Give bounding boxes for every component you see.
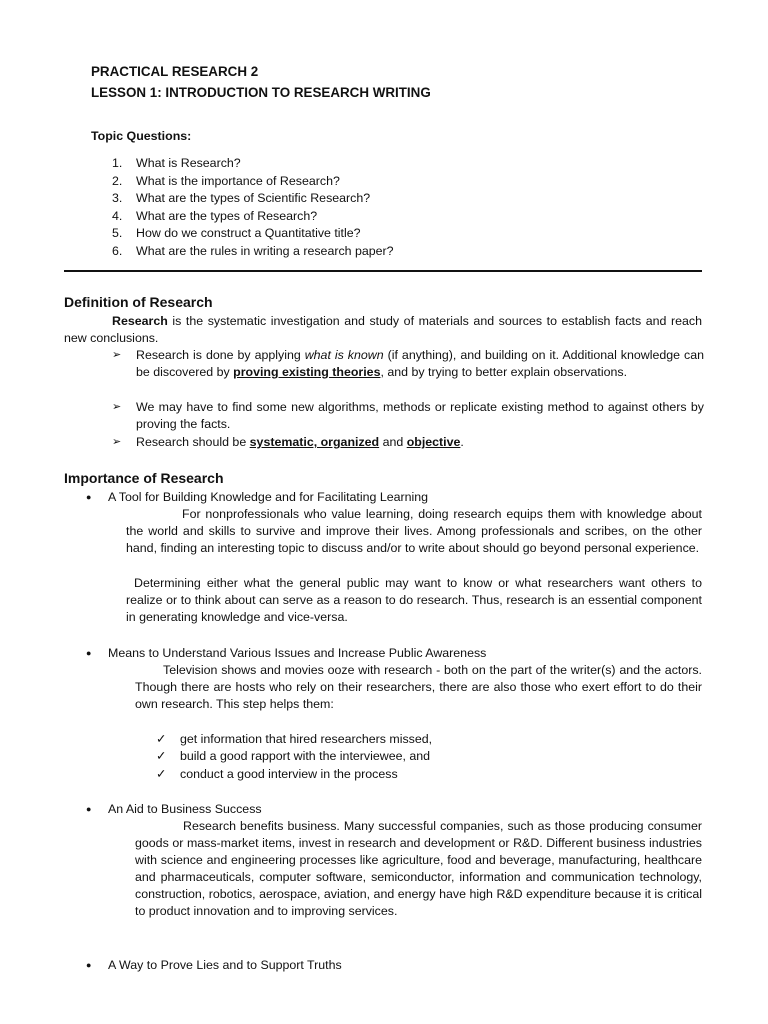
definition-point-2: ➢ We may have to find some new algorithms, methods or replicate existing method to against others by proving the facts.: [112, 400, 704, 431]
arrow-bullet-icon: ➢: [112, 401, 122, 413]
check-icon: ✓: [156, 749, 167, 763]
check-item: ✓ build a good rapport with the interviewee, and: [156, 749, 431, 763]
importance-1-paragraph-1: For nonprofessionals who value learning, doing research equips them with knowledge about the world and skills to survive and improve their lives. Among professionals and scribes, on the other hand, finding an interesting topic to discuss and/or to write about should go beyond personal experience.: [126, 507, 702, 555]
list-item: 2. What is the importance of Research?: [112, 173, 340, 188]
topic-questions-list: [112, 155, 394, 260]
list-item: 1. What is Research?: [112, 156, 241, 170]
check-item: ✓ conduct a good interview in the process: [156, 767, 398, 781]
bullet-icon: ●: [86, 804, 92, 814]
importance-1-paragraph-2: Determining either what the general public may want to know or what researchers want others to realize or to think about can serve as a reason to do research. Thus, research is an essential component in generating knowledge and vice-versa.: [126, 576, 702, 624]
list-item: 5. How do we construct a Quantitative title?: [112, 226, 361, 240]
course-title: PRACTICAL RESEARCH 2: [91, 64, 259, 79]
bullet-icon: ●: [86, 960, 92, 970]
horizontal-divider: [64, 270, 702, 272]
arrow-bullet-icon: ➢: [112, 436, 122, 448]
definition-paragraph: Research is the systematic investigation and study of materials and sources to establish facts and reach new conclusions.: [64, 314, 702, 345]
bullet-icon: ●: [86, 492, 92, 502]
arrow-bullet-icon: ➢: [112, 349, 122, 361]
lesson-title: LESSON 1: INTRODUCTION TO RESEARCH WRITING: [91, 85, 431, 100]
list-item: 6. What are the rules in writing a research paper?: [112, 243, 394, 258]
definition-point-3: ➢ Research should be systematic, organized and objective.: [112, 435, 464, 449]
list-item: 4. What are the types of Research?: [112, 208, 318, 223]
importance-2-paragraph-1: Television shows and movies ooze with research - both on the part of the writer(s) and the actors. Though there are hosts who rely on their researchers, there are also those who exert effort to do their own research. This step helps them:: [135, 663, 702, 711]
check-icon: ✓: [156, 767, 167, 781]
list-item: 3. What are the types of Scientific Research?: [112, 191, 371, 205]
check-item: ✓ get information that hired researchers missed,: [156, 732, 433, 746]
definition-heading: Definition of Research: [64, 294, 213, 310]
importance-heading: Importance of Research: [64, 470, 224, 486]
importance-item-3: ● An Aid to Business Success: [86, 802, 262, 816]
importance-item-4: ● A Way to Prove Lies and to Support Truths: [86, 958, 342, 972]
importance-3-paragraph-1: Research benefits business. Many successful companies, such as those producing consumer goods or mass-market items, invest in research and development or R&D. Different business industries with science and engineering processes like agriculture, food and beverage, manufacturing, healthcare and pharmaceuticals, computer software, semiconductor, information and communication technology, construction, robotics, aerospace, aviation, and energy have high R&D expenditure because it is critical to product innovation and to improving services.: [135, 819, 702, 918]
check-icon: ✓: [156, 732, 167, 746]
bullet-icon: ●: [86, 648, 92, 658]
importance-item-1: ● A Tool for Building Knowledge and for Facilitating Learning: [86, 490, 429, 504]
importance-item-2: ● Means to Understand Various Issues and Increase Public Awareness: [86, 646, 487, 660]
definition-point-1: ➢ Research is done by applying what is known (if anything), and building on it. Additional knowledge can be discovered by proving existing theories, and by trying to better explain observations.: [112, 348, 705, 379]
topic-questions-label: Topic Questions:: [91, 129, 192, 143]
